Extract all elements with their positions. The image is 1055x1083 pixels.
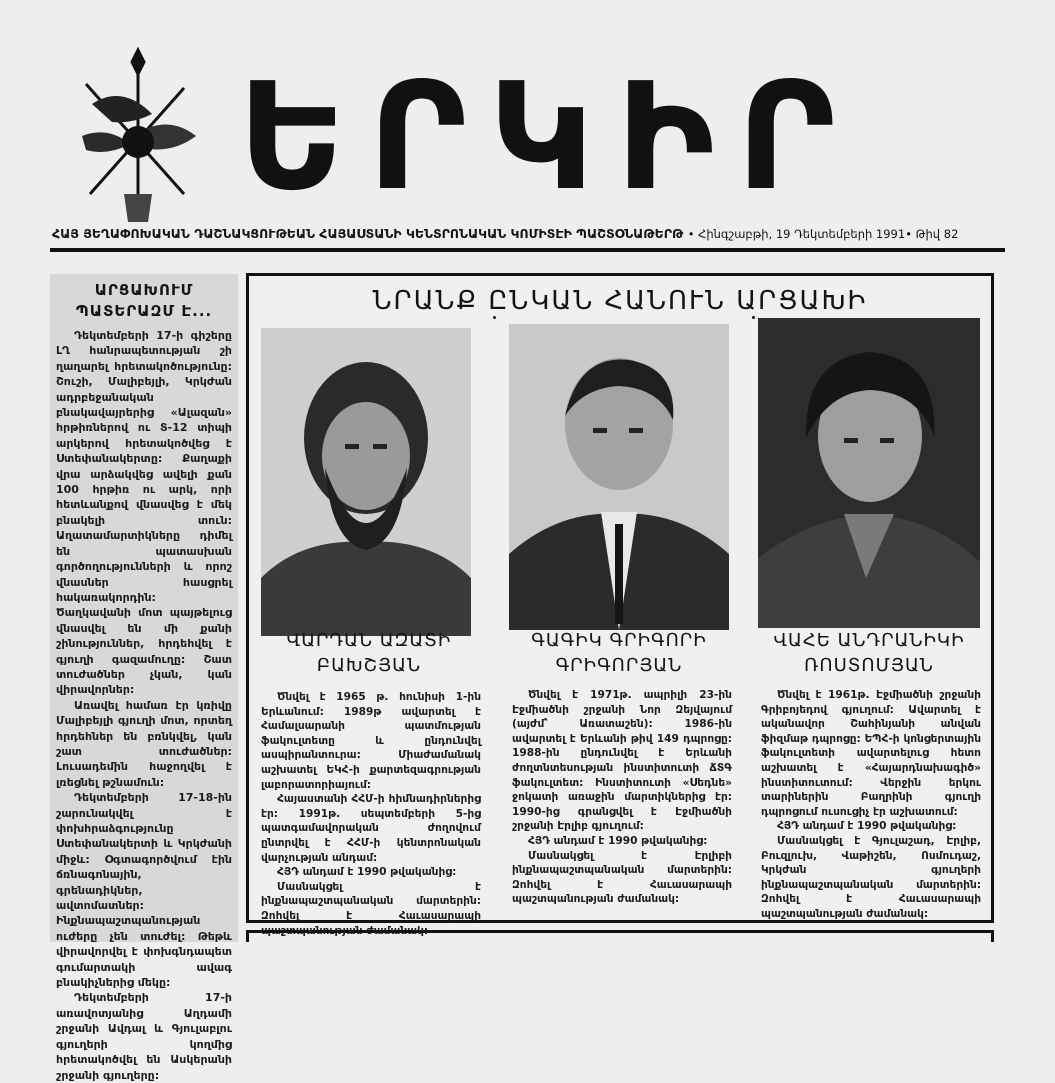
sidebar-article bbox=[50, 274, 238, 1082]
memorial-feature-box bbox=[246, 273, 994, 937]
sidebar-heading bbox=[50, 280, 238, 322]
sidebar-heading-line1: ԱՐՑԱԽՈՒՄ bbox=[94, 281, 194, 299]
person-bio-3 bbox=[761, 688, 981, 922]
divider-dot bbox=[493, 316, 496, 319]
portrait-photo-3 bbox=[758, 318, 980, 628]
portrait-photo-2 bbox=[509, 324, 729, 630]
sidebar-paragraph: Առավել համառ էր կռիվը Մալիբեյլի գյուղի մոտ, որտեղ հրդեհներ են բռնկվել, կան շատ տուժածներ: Լուսադեմին հաջողվել է լռեցնել թշնամուն: bbox=[56, 698, 232, 789]
person-bio-1 bbox=[261, 690, 481, 938]
masthead-rule bbox=[50, 248, 1005, 252]
bio-paragraph: Ծնվել է 1961թ. Էջմիածնի շրջանի Գրիբոյեդով գյուղում: Ավարտել է ականավոր Շահինյանի անվան ֆիզմաթ դպրոցը: ԵՊՀ-ի կոնցերտային ֆակուլտետի ավարտելուց հետո աշխատել է «Հայարդնախագիծ» ինստիտուտում: Վերջին երկու տարիներին Բաղրինի գյուղի դպրոցում ուսուցիչ էր աշխատում: bbox=[761, 689, 981, 818]
person-name-3-line1: ՎԱՀԵ ԱՆԴՐԱՆԻԿԻ bbox=[773, 630, 965, 651]
newspaper-title: ԵՐԿԻՐ bbox=[238, 51, 857, 223]
bio-paragraph: Ծնվել է 1971թ. ապրիլի 23-ին Էջմիածնի շրջանի Նոր Զեյվայում (այժմ՝ Առատաշեն): 1986-ին ավարտել է Երևանի թիվ 149 դպրոցը: 1988-ին ընդունվել է Երևանի ժողտնտեսության ինստիտուտի ՃՏԳ ֆակուլտետ: Ինստիտուտի «Սեդնե» ջոկատի առաջին մարտիկներից էր: 1990-ից գրանցվել է Էջմիածնի շրջանի Էրլիբ գյուղում: bbox=[512, 689, 732, 833]
person-name-2-line1: ԳԱԳԻԿ ԳՐԻԳՈՐԻ bbox=[531, 630, 707, 651]
bio-paragraph: ՀՅԴ անդամ է 1990 թվականից: bbox=[777, 820, 957, 833]
portrait-photo-1 bbox=[261, 328, 471, 636]
person-bio-2 bbox=[512, 688, 732, 907]
masthead-subtitle bbox=[52, 224, 1012, 244]
person-name-1 bbox=[249, 628, 489, 678]
feature-title: ՆՐԱՆՔ ԸՆԿԱՆ ՀԱՆՈՒՆ ԱՐՑԱԽԻ bbox=[372, 286, 868, 316]
person-name-2 bbox=[499, 628, 739, 678]
next-article-frame bbox=[246, 930, 994, 942]
sidebar-paragraph: Դեկտեմբերի 17-18-ին շարունակվել է փոխհրաձգությունը Ստեփանակերտի և Կրկժանի միջև: Օգտագործվում էին ճռնագոնային, գրենադիկներ, ավտոմատներ: Ինքնապաշտպանության ուժերը չեն տուժել: Թեթև վիրավորվել է փոխգնդապետ գումարտակի ավագ բնակիչներից մեկը: bbox=[56, 791, 232, 990]
sidebar-paragraph: Դեկտեմբերի 17-ի առավոտյանից Աղդամի շրջանի Ավդալ և Գյուլաբլու գյուղերի կողմից հրետակոծվել են Ասկերանի շրջանի գյուղերը: bbox=[56, 991, 232, 1082]
person-name-1-line1: ՎԱՐԴԱՆ ԱԶԱՏԻ bbox=[286, 630, 452, 651]
person-name-3 bbox=[749, 628, 989, 678]
bio-paragraph: Հայաստանի ՀՀՄ-ի հիմնադիրներից էր: 1991թ. սեպտեմբերի 5-ից պատգամավորական ժողովում ընտրվել է ՀՀՄ-ի կենտրոնական վարչության անդամ: bbox=[261, 793, 481, 864]
person-name-3-line2: ՌՈՍՏՈՄՅԱՆ bbox=[804, 655, 934, 676]
divider-dot bbox=[752, 316, 755, 319]
bio-paragraph: Մասնակցել է ինքնապաշտպանական մարտերին: Զոհվել է Հաւասարապի պաշտպանության ժամանակ: bbox=[261, 880, 481, 937]
bio-paragraph: ՀՅԴ անդամ է 1990 թվականից: bbox=[277, 866, 457, 879]
issue-date-number: • Հինգշաբթի, 19 Դեկտեմբերի 1991• Թիվ 82 bbox=[687, 227, 959, 241]
person-name-2-line2: ԳՐԻԳՈՐՅԱՆ bbox=[555, 655, 683, 676]
bio-paragraph: Ծնվել է 1965 թ. հունիսի 1-ին Երևանում: 1989թ ավարտել է Համալսարանի պատմության ֆակուլտետը և ընդունվել ասպիրանտուրա: Միաժամանակ աշխատել ԵԿՀ-ի քարտեզագրության լաբորատորիայում: bbox=[261, 691, 481, 791]
sidebar-body bbox=[50, 328, 238, 1083]
publisher-line: ՀԱՅ ՅԵՂԱՓՈԽԱԿԱՆ ԴԱՇՆԱԿՑՈՒԹԵԱՆ ՀԱՅԱՍՏԱՆԻ ԿԵՆՏՐՈՆԱԿԱՆ ԿՈՄԻՏԷԻ ՊԱՇՏՕՆԱԹԵՐԹ bbox=[52, 226, 684, 241]
feather-pen-shovel-emblem-icon bbox=[72, 44, 204, 234]
sidebar-heading-line2: ՊԱՏԵՐԱԶՄ Է... bbox=[75, 302, 213, 320]
bio-paragraph: ՀՅԴ անդամ է 1990 թվականից: bbox=[528, 834, 708, 847]
bio-paragraph: Մասնակցել է Էրլիբի ինքնապաշտպանական մարտերին: Զոհվել է Հաւասարապի պաշտպանության ժամանակ: bbox=[512, 849, 732, 906]
person-name-1-line2: ԲԱԽՇՅԱՆ bbox=[316, 655, 422, 676]
bio-paragraph: Մասնակցել է Գյուլաշադ, Էրլիբ, Բուզլուխ, Վաթիշեն, Ոսմուդաշ, Կրկժան գյուղերի ինքնապաշտպանական մարտերին: Զոհվել է Հաւասարապի պաշտպանության ժամանակ: bbox=[761, 834, 981, 920]
sidebar-paragraph: Դեկտեմբերի 17-ի գիշերը ԼՂ հանրապետության շի ղաղարել հրետակոծությունը: Շուշի, Մալիբեյլի, Կրկժան ադրբեջանական բնակավայրերից «Ալազան» հրթիռներով ու Տ-12 տիպի արկերով հրետակոծվեց է Ստեփանակերտը: Քաղաքի վրա արձակվեց ավելի քան 100 հրթիռ ու արկ, որի հետևանքով վնասվեց է մեկ բնակելի տուն: Աղատամարտիկները դիմել են պատասխան գործողությունների և որոշ վնասներ հասցրել հակառակորդին: Ծաղկավանի մոտ պայթելուց վնասվել են մի քանի շինություններ, հրդեհվել է գյուղի գազամուղը: Շատ տուժածներ չկան, կան վիրավորներ: bbox=[56, 329, 232, 697]
